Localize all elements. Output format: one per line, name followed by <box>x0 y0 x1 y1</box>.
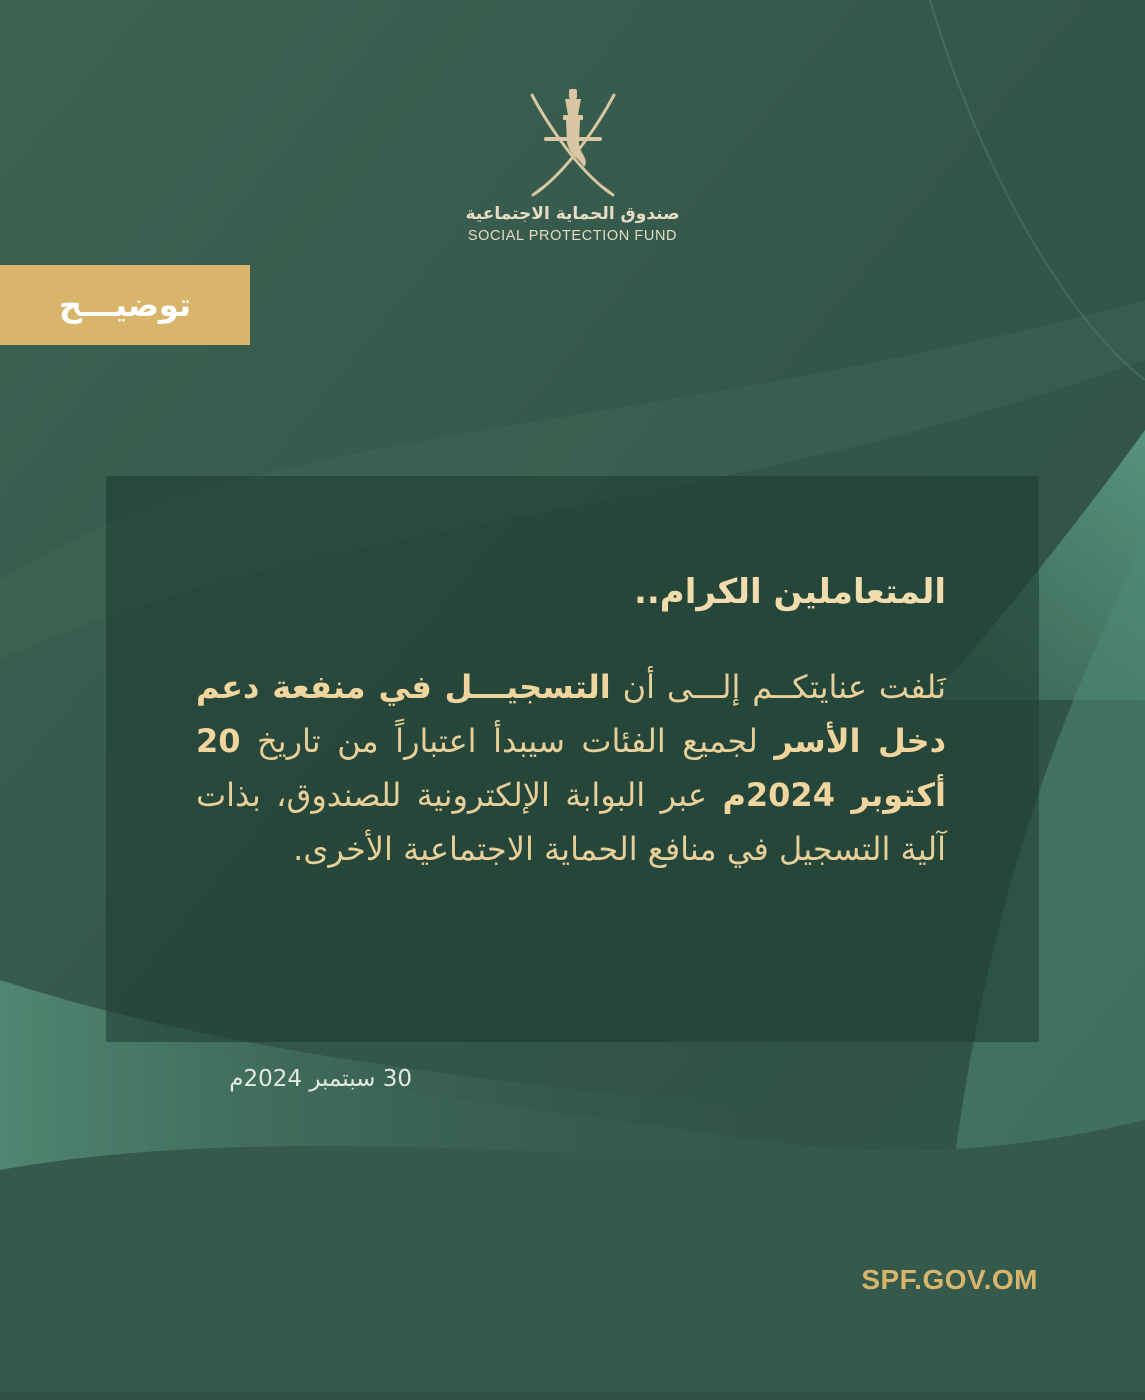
brand-logo <box>0 85 1145 244</box>
brand-name-english: SOCIAL PROTECTION FUND <box>467 228 678 244</box>
website-url: SPF.GOV.OM <box>861 1264 1038 1295</box>
notice-text: عبر البوابة الإلكترونية للصندوق، بذات آلية التسجيل في منافع الحماية الاجتماعية الأخرى. <box>196 776 946 868</box>
khanjar-crossed-swords-icon <box>518 85 628 200</box>
notice-greeting: المتعاملين الكرام.. <box>633 572 946 612</box>
notice-emphasis: التسجيـــل في منفعة دعم دخل الأسر <box>196 668 947 760</box>
notice-text: نَلفت عنايتكــم إلـــى أن <box>610 668 947 706</box>
publish-date: 30 سبتمبر 2024م <box>229 1066 412 1092</box>
notice-emphasis: 20 أكتوبر 2024م <box>196 722 947 814</box>
brand-name-arabic: صندوق الحماية الاجتماعية <box>465 204 680 224</box>
notice-body <box>196 660 946 876</box>
notice-text: لجميع الفئات سيبدأ اعتباراً من تاريخ <box>240 722 775 760</box>
clarification-badge <box>0 265 250 345</box>
badge-label: توضيـــح <box>59 286 191 324</box>
